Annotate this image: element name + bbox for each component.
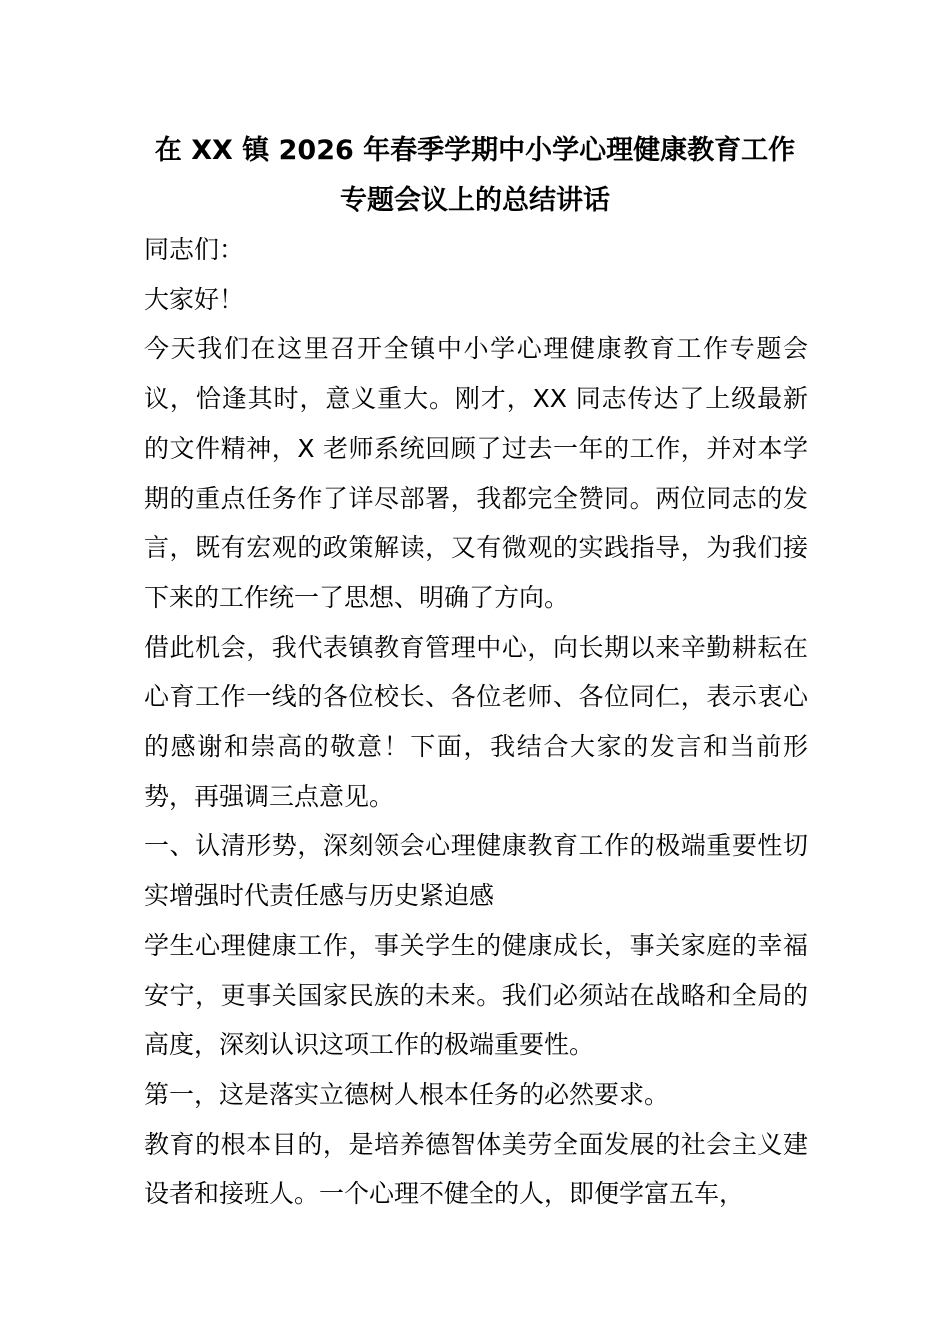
body-paragraph: 今天我们在这里召开全镇中小学心理健康教育工作专题会议，恰逢其时，意义重大。刚才，XX 同志传达了上级最新的文件精神，X 老师系统回顾了过去一年的工作，并对本学期的重点任务作了详尽部署，我都完全赞同。两位同志的发言，既有宏观的政策解读，又有微观的实践指导，为我们接下来的工作统一了思想、明确了方向。 [144,334,808,612]
body-paragraph: 借此机会，我代表镇教育管理中心，向长期以来辛勤耕耘在心育工作一线的各位校长、各位老师、各位同仁，表示衷心的感谢和崇高的敬意！下面，我结合大家的发言和当前形势，再强调三点意见。 [144,632,808,811]
document-title-line-1: 在 XX 镇 2026 年春季学期中小学心理健康教育工作 [154,135,796,166]
salutation: 同志们： [144,235,245,264]
document-title-line-2: 专题会议上的总结讲话 [340,185,610,216]
sub-point-heading: 第一，这是落实立德树人根本任务的必然要求。 [144,1079,670,1109]
body-paragraph: 教育的根本目的，是培养德智体美劳全面发展的社会主义建设者和接班人。一个心理不健全的人，即便学富五车， [144,1129,808,1209]
body-paragraph: 学生心理健康工作，事关学生的健康成长，事关家庭的幸福安宁，更事关国家民族的未来。我们必须站在战略和全局的高度，深刻认识这项工作的极端重要性。 [144,930,808,1060]
section-heading: 一、认清形势，深刻领会心理健康教育工作的极端重要性切实增强时代责任感与历史紧迫感 [144,831,808,911]
document-body [144,225,808,1219]
greeting: 大家好！ [144,284,245,314]
